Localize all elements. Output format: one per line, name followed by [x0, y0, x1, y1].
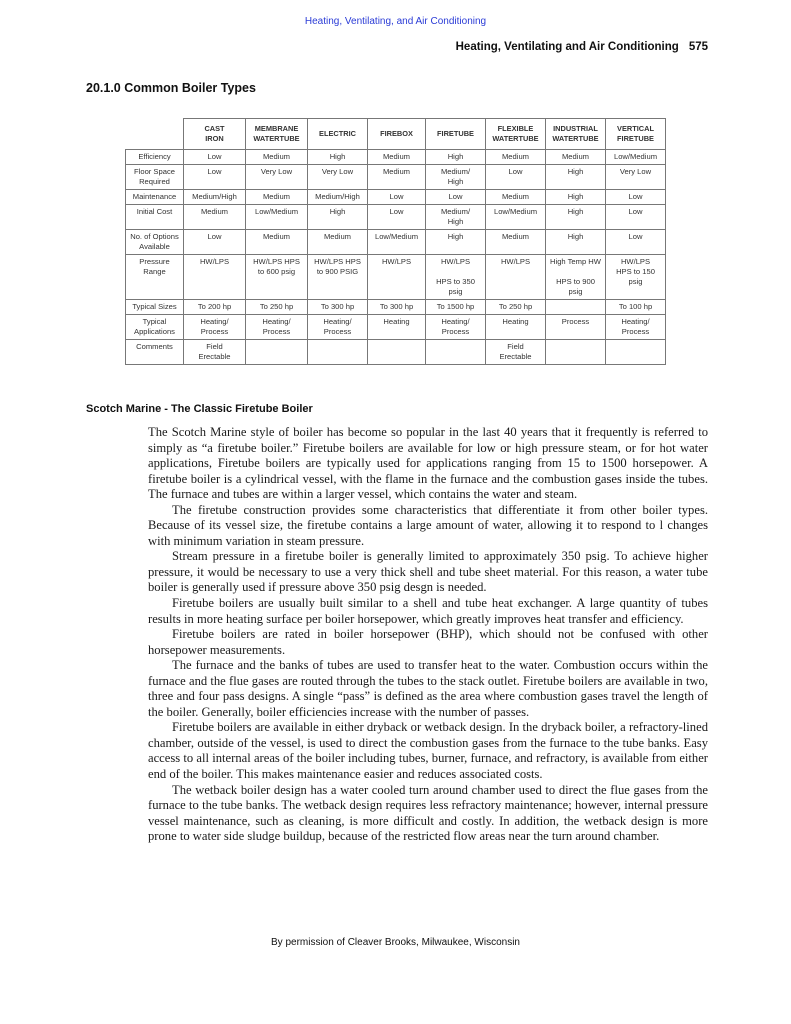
table-cell: Heating/ Process: [184, 315, 246, 340]
page-number: 575: [688, 41, 708, 53]
table-cell: To 250 hp: [246, 300, 308, 315]
top-link[interactable]: Heating, Ventilating, and Air Conditioning: [304, 16, 487, 27]
table-cell: To 100 hp: [606, 300, 666, 315]
table-cell: [606, 340, 666, 365]
table-cell: Low/Medium: [486, 205, 546, 230]
table-cell: To 300 hp: [308, 300, 368, 315]
table-cell: Low: [184, 150, 246, 165]
table-cell: Medium: [184, 205, 246, 230]
table-row: [126, 300, 666, 315]
table-cell: [246, 340, 308, 365]
table-cell: Medium/High: [308, 190, 368, 205]
table-header: FIRETUBE: [426, 119, 486, 150]
table-cell: Very Low: [246, 165, 308, 190]
table-row: [126, 255, 666, 300]
table-cell: Low: [368, 190, 426, 205]
table-cell: High: [308, 205, 368, 230]
row-label: Pressure Range: [126, 255, 184, 300]
table-cell: [426, 340, 486, 365]
body-text: [148, 425, 708, 845]
table-cell: Medium: [486, 190, 546, 205]
table-cell: [308, 340, 368, 365]
table-cell: High: [426, 230, 486, 255]
paragraph: The Scotch Marine style of boiler has become so popular in the last 40 years that it frequently is referred to simply as “a firetube boiler.” Firetube boilers are available for low or high pressure steam, or for hot water applications, Firetube boilers are typically used for applications ranging from 15 to 1500 horsepower. A firetube boiler is a cylindrical vessel, with the flame in the furnace and the combustion gases inside the tubes. The furnace and tubes are within a larger vessel, which contains the water and steam.: [148, 425, 708, 502]
table-cell: [546, 340, 606, 365]
table-cell: Heating/ Process: [426, 315, 486, 340]
table-cell: Low: [426, 190, 486, 205]
table-header: FIREBOX: [368, 119, 426, 150]
row-label: No. of Options Available: [126, 230, 184, 255]
table-cell: Low: [606, 230, 666, 255]
table-cell: Low: [184, 230, 246, 255]
table-cell: [546, 300, 606, 315]
table-row: [126, 190, 666, 205]
table-row: [126, 315, 666, 340]
table-cell: Field Erectable: [184, 340, 246, 365]
table-cell: Low: [368, 205, 426, 230]
table-cell: Process: [546, 315, 606, 340]
row-label: Initial Cost: [126, 205, 184, 230]
table-row: [126, 340, 666, 365]
table-cell: Heating: [486, 315, 546, 340]
table-cell: Low/Medium: [368, 230, 426, 255]
table-cell: Very Low: [606, 165, 666, 190]
running-head: [456, 41, 708, 53]
subheading: Scotch Marine - The Classic Firetube Boiler: [86, 403, 313, 415]
table-cell: HW/LPS: [486, 255, 546, 300]
paragraph: Firetube boilers are available in either dryback or wetback design. In the dryback boiler, a refractory-lined chamber, outside of the vessel, is used to direct the combustion gases from the furnace to the tube banks. Easy access to all internal areas of the boiler including tubes, burner, furnace, and refractory, is available from either end of the boiler. This makes maintenance easier and reduces associated costs.: [148, 720, 708, 782]
table-corner: [126, 119, 184, 150]
table-cell: Medium: [308, 230, 368, 255]
table-cell: Medium: [246, 230, 308, 255]
table-cell: Very Low: [308, 165, 368, 190]
table-cell: High: [546, 165, 606, 190]
paragraph: The furnace and the banks of tubes are used to transfer heat to the water. Combustion occurs within the furnace and the flue gases are routed through the tubes to the stack outlet. Firetube boilers are available in two, three and four pass designs. A single “pass” is defined as the area where combustion gases travel the length of the boiler. Generally, boiler efficiencies increase with the number of passes.: [148, 658, 708, 719]
table-cell: High: [308, 150, 368, 165]
footer-credit: By permission of Cleaver Brooks, Milwaukee, Wisconsin: [271, 937, 520, 948]
table-cell: Low: [184, 165, 246, 190]
paragraph: The wetback boiler design has a water cooled turn around chamber used to direct the flue gases from the furnace to the tube banks. The wetback design requires less refractory maintenance; however, internal pressure vessel maintenance, such as cleaning, is more difficult and costly. In addition, the wetback design is more prone to water side sludge buildup, because of the restricted flow areas near the turn around chamber.: [148, 782, 708, 844]
table-row: [126, 150, 666, 165]
table-cell: Heating/ Process: [308, 315, 368, 340]
boiler-types-table: [125, 118, 666, 365]
table-cell: To 1500 hp: [426, 300, 486, 315]
table-cell: Low/Medium: [246, 205, 308, 230]
table-cell: High Temp HW HPS to 900 psig: [546, 255, 606, 300]
table-cell: Medium: [486, 230, 546, 255]
section-title: 20.1.0 Common Boiler Types: [86, 81, 256, 95]
boiler-types-table-wrapper: [125, 118, 666, 365]
paragraph: Stream pressure in a firetube boiler is generally limited to approximately 350 psig. To achieve higher pressure, it would be necessary to use a very thick shell and tube sheet material. For this reason, a water tube boiler is generally used if pressure above 350 psig desgn is needed.: [148, 549, 708, 595]
table-cell: Medium: [546, 150, 606, 165]
table-cell: HW/LPS: [368, 255, 426, 300]
table-cell: Field Erectable: [486, 340, 546, 365]
table-cell: Low: [486, 165, 546, 190]
table-cell: Heating/ Process: [606, 315, 666, 340]
running-head-title: Heating, Ventilating and Air Conditioning: [455, 41, 679, 53]
table-header: CAST IRON: [184, 119, 246, 150]
table-cell: To 200 hp: [184, 300, 246, 315]
table-cell: To 300 hp: [368, 300, 426, 315]
table-cell: Medium: [246, 190, 308, 205]
row-label: Comments: [126, 340, 184, 365]
table-cell: HW/LPS HPS to 600 psig: [246, 255, 308, 300]
table-cell: Medium: [368, 165, 426, 190]
table-cell: Medium/ High: [426, 205, 486, 230]
table-header: ELECTRIC: [308, 119, 368, 150]
row-label: Maintenance: [126, 190, 184, 205]
table-cell: To 250 hp: [486, 300, 546, 315]
table-cell: HW/LPS HPS to 900 PSIG: [308, 255, 368, 300]
paragraph: Firetube boilers are usually built similar to a shell and tube heat exchanger. A large quantity of tubes results in more heating surface per boiler horsepower, which greatly improves heat transfer and efficiency.: [148, 596, 708, 626]
table-cell: HW/LPS: [184, 255, 246, 300]
table-header: FLEXIBLE WATERTUBE: [486, 119, 546, 150]
paragraph: Firetube boilers are rated in boiler horsepower (BHP), which should not be confused with other horsepower measurements.: [148, 627, 708, 657]
row-label: Typical Applications: [126, 315, 184, 340]
table-header: VERTICAL FIRETUBE: [606, 119, 666, 150]
table-header-row: [126, 119, 666, 150]
table-cell: High: [546, 190, 606, 205]
table-cell: Low: [606, 190, 666, 205]
table-cell: Medium: [486, 150, 546, 165]
table-cell: High: [546, 205, 606, 230]
table-header: MEMBRANE WATERTUBE: [246, 119, 308, 150]
table-row: [126, 230, 666, 255]
table-header: INDUSTRIAL WATERTUBE: [546, 119, 606, 150]
table-cell: Low/Medium: [606, 150, 666, 165]
table-body: [126, 150, 666, 365]
row-label: Typical Sizes: [126, 300, 184, 315]
table-cell: Medium/ High: [426, 165, 486, 190]
table-cell: Medium: [368, 150, 426, 165]
table-cell: Low: [606, 205, 666, 230]
table-cell: HW/LPS HPS to 350 psig: [426, 255, 486, 300]
table-cell: Medium: [246, 150, 308, 165]
table-row: [126, 205, 666, 230]
row-label: Floor Space Required: [126, 165, 184, 190]
table-row: [126, 165, 666, 190]
table-cell: Heating/ Process: [246, 315, 308, 340]
paragraph: The firetube construction provides some characteristics that differentiate it from other boiler types. Because of its vessel size, the firetube contains a large amount of water, allowing it to respond to l changes with minimum variation in steam pressure.: [148, 502, 708, 548]
row-label: Efficiency: [126, 150, 184, 165]
table-cell: Heating: [368, 315, 426, 340]
table-cell: [368, 340, 426, 365]
table-cell: High: [426, 150, 486, 165]
table-cell: High: [546, 230, 606, 255]
table-cell: Medium/High: [184, 190, 246, 205]
table-cell: HW/LPS HPS to 150 psig: [606, 255, 666, 300]
